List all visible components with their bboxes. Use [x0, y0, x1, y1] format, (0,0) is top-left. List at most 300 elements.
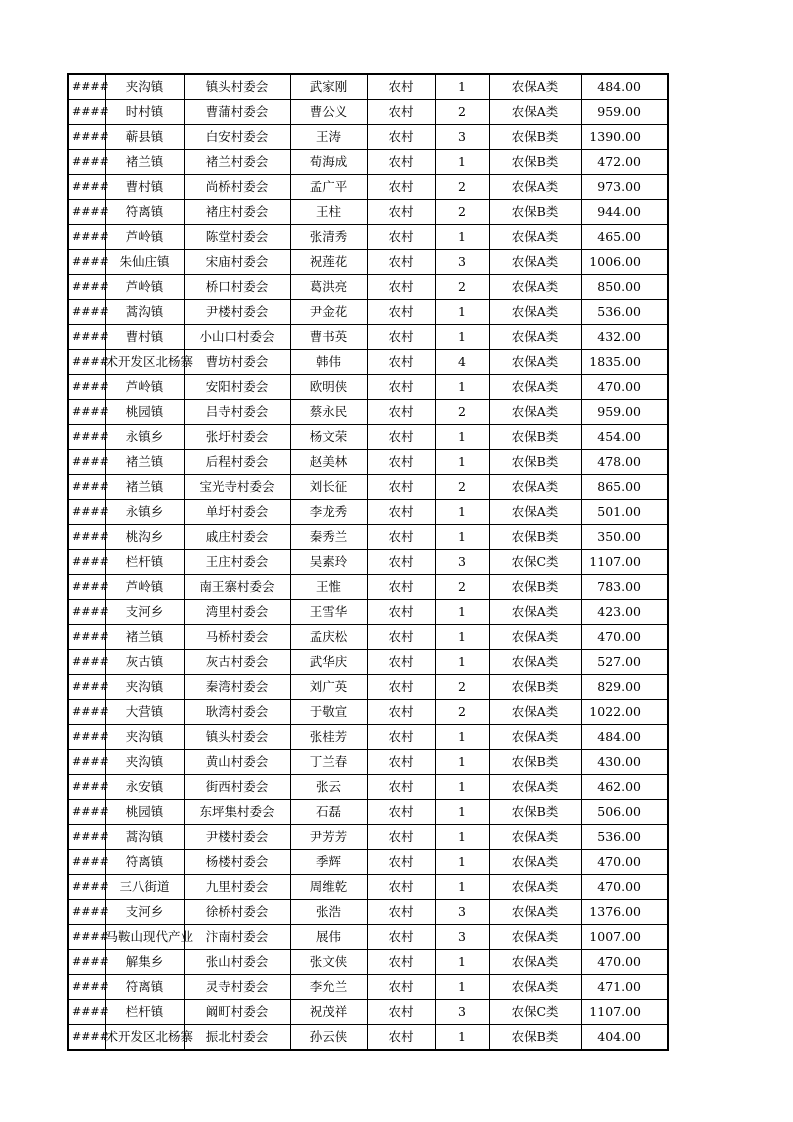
table-row [68, 525, 668, 550]
town-cell: 符离镇 [105, 975, 184, 1000]
amount-cell: 470.00 [581, 850, 668, 875]
town-cell: 褚兰镇 [105, 150, 184, 175]
amount-cell: 1007.00 [581, 925, 668, 950]
row-id-cell: #### [68, 400, 105, 425]
amount-cell: 1107.00 [581, 1000, 668, 1025]
amount-cell: 959.00 [581, 400, 668, 425]
category-cell: 农保A类 [489, 825, 581, 850]
row-id-cell: #### [68, 725, 105, 750]
category-cell: 农保A类 [489, 175, 581, 200]
person-name-cell: 张文侠 [290, 950, 367, 975]
table-row [68, 575, 668, 600]
village-committee-cell: 单圩村委会 [184, 500, 290, 525]
village-committee-cell: 黄山村委会 [184, 750, 290, 775]
amount-cell: 506.00 [581, 800, 668, 825]
row-id-cell: #### [68, 125, 105, 150]
town-cell: 术开发区北杨寨 [105, 350, 184, 375]
household-count-cell: 3 [435, 1000, 489, 1025]
table-row [68, 475, 668, 500]
amount-cell: 973.00 [581, 175, 668, 200]
village-committee-cell: 镇头村委会 [184, 74, 290, 100]
area-type-cell: 农村 [367, 225, 435, 250]
village-committee-cell: 秦湾村委会 [184, 675, 290, 700]
household-count-cell: 1 [435, 725, 489, 750]
person-name-cell: 张桂芳 [290, 725, 367, 750]
amount-cell: 850.00 [581, 275, 668, 300]
area-type-cell: 农村 [367, 800, 435, 825]
village-committee-cell: 安阳村委会 [184, 375, 290, 400]
category-cell: 农保B类 [489, 425, 581, 450]
table-row [68, 850, 668, 875]
amount-cell: 865.00 [581, 475, 668, 500]
person-name-cell: 蔡永民 [290, 400, 367, 425]
category-cell: 农保C类 [489, 1000, 581, 1025]
amount-cell: 783.00 [581, 575, 668, 600]
category-cell: 农保A类 [489, 475, 581, 500]
category-cell: 农保A类 [489, 350, 581, 375]
row-id-cell: #### [68, 425, 105, 450]
person-name-cell: 周维乾 [290, 875, 367, 900]
person-name-cell: 曹书英 [290, 325, 367, 350]
area-type-cell: 农村 [367, 675, 435, 700]
village-committee-cell: 桥口村委会 [184, 275, 290, 300]
person-name-cell: 王涛 [290, 125, 367, 150]
area-type-cell: 农村 [367, 1025, 435, 1051]
town-cell: 大营镇 [105, 700, 184, 725]
village-committee-cell: 耿湾村委会 [184, 700, 290, 725]
town-cell: 灰古镇 [105, 650, 184, 675]
category-cell: 农保A类 [489, 400, 581, 425]
area-type-cell: 农村 [367, 600, 435, 625]
person-name-cell: 李允兰 [290, 975, 367, 1000]
area-type-cell: 农村 [367, 175, 435, 200]
row-id-cell: #### [68, 925, 105, 950]
area-type-cell: 农村 [367, 74, 435, 100]
table-row [68, 975, 668, 1000]
amount-cell: 1835.00 [581, 350, 668, 375]
table-row [68, 600, 668, 625]
area-type-cell: 农村 [367, 925, 435, 950]
table-row [68, 200, 668, 225]
person-name-cell: 刘长征 [290, 475, 367, 500]
table-row [68, 800, 668, 825]
person-name-cell: 杨文荣 [290, 425, 367, 450]
row-id-cell: #### [68, 375, 105, 400]
table-row [68, 925, 668, 950]
table-row [68, 325, 668, 350]
person-name-cell: 武华庆 [290, 650, 367, 675]
category-cell: 农保A类 [489, 950, 581, 975]
category-cell: 农保A类 [489, 925, 581, 950]
category-cell: 农保A类 [489, 500, 581, 525]
person-name-cell: 荀海成 [290, 150, 367, 175]
category-cell: 农保A类 [489, 300, 581, 325]
row-id-cell: #### [68, 325, 105, 350]
category-cell: 农保A类 [489, 600, 581, 625]
household-count-cell: 1 [435, 450, 489, 475]
person-name-cell: 王柱 [290, 200, 367, 225]
row-id-cell: #### [68, 475, 105, 500]
village-committee-cell: 九里村委会 [184, 875, 290, 900]
category-cell: 农保A类 [489, 74, 581, 100]
category-cell: 农保A类 [489, 900, 581, 925]
area-type-cell: 农村 [367, 825, 435, 850]
town-cell: 朱仙庄镇 [105, 250, 184, 275]
village-committee-cell: 宝光寺村委会 [184, 475, 290, 500]
household-count-cell: 1 [435, 950, 489, 975]
town-cell: 解集乡 [105, 950, 184, 975]
amount-cell: 1390.00 [581, 125, 668, 150]
village-committee-cell: 戚庄村委会 [184, 525, 290, 550]
amount-cell: 484.00 [581, 725, 668, 750]
person-name-cell: 孙云侠 [290, 1025, 367, 1051]
household-count-cell: 2 [435, 575, 489, 600]
table-row [68, 950, 668, 975]
amount-cell: 1006.00 [581, 250, 668, 275]
household-count-cell: 1 [435, 850, 489, 875]
village-committee-cell: 南王寨村委会 [184, 575, 290, 600]
table-row [68, 400, 668, 425]
category-cell: 农保B类 [489, 450, 581, 475]
village-committee-cell: 白安村委会 [184, 125, 290, 150]
person-name-cell: 于敬宣 [290, 700, 367, 725]
category-cell: 农保A类 [489, 100, 581, 125]
amount-cell: 536.00 [581, 825, 668, 850]
household-count-cell: 1 [435, 800, 489, 825]
table-row [68, 1025, 668, 1051]
table-row [68, 125, 668, 150]
row-id-cell: #### [68, 350, 105, 375]
town-cell: 褚兰镇 [105, 625, 184, 650]
category-cell: 农保B类 [489, 525, 581, 550]
area-type-cell: 农村 [367, 100, 435, 125]
person-name-cell: 秦秀兰 [290, 525, 367, 550]
table-row [68, 700, 668, 725]
person-name-cell: 展伟 [290, 925, 367, 950]
table-row [68, 675, 668, 700]
amount-cell: 527.00 [581, 650, 668, 675]
row-id-cell: #### [68, 74, 105, 100]
table-row [68, 825, 668, 850]
amount-cell: 470.00 [581, 625, 668, 650]
area-type-cell: 农村 [367, 725, 435, 750]
table-row [68, 275, 668, 300]
row-id-cell: #### [68, 675, 105, 700]
village-committee-cell: 东坪集村委会 [184, 800, 290, 825]
category-cell: 农保C类 [489, 550, 581, 575]
row-id-cell: #### [68, 550, 105, 575]
town-cell: 夹沟镇 [105, 725, 184, 750]
area-type-cell: 农村 [367, 475, 435, 500]
row-id-cell: #### [68, 900, 105, 925]
household-count-cell: 1 [435, 600, 489, 625]
row-id-cell: #### [68, 100, 105, 125]
household-count-cell: 1 [435, 975, 489, 1000]
area-type-cell: 农村 [367, 775, 435, 800]
area-type-cell: 农村 [367, 425, 435, 450]
amount-cell: 478.00 [581, 450, 668, 475]
household-count-cell: 1 [435, 375, 489, 400]
amount-cell: 471.00 [581, 975, 668, 1000]
village-committee-cell: 王庄村委会 [184, 550, 290, 575]
town-cell: 夹沟镇 [105, 675, 184, 700]
amount-cell: 470.00 [581, 375, 668, 400]
row-id-cell: #### [68, 950, 105, 975]
area-type-cell: 农村 [367, 325, 435, 350]
town-cell: 三八街道 [105, 875, 184, 900]
person-name-cell: 石磊 [290, 800, 367, 825]
village-committee-cell: 褚兰村委会 [184, 150, 290, 175]
person-name-cell: 葛洪亮 [290, 275, 367, 300]
category-cell: 农保A类 [489, 275, 581, 300]
town-cell: 术开发区北杨寨 [105, 1025, 184, 1051]
household-count-cell: 1 [435, 300, 489, 325]
category-cell: 农保A类 [489, 725, 581, 750]
category-cell: 农保B类 [489, 200, 581, 225]
household-count-cell: 2 [435, 475, 489, 500]
person-name-cell: 王雪华 [290, 600, 367, 625]
household-count-cell: 2 [435, 700, 489, 725]
person-name-cell: 曹公义 [290, 100, 367, 125]
village-committee-cell: 阚町村委会 [184, 1000, 290, 1025]
town-cell: 蕲县镇 [105, 125, 184, 150]
person-name-cell: 张云 [290, 775, 367, 800]
category-cell: 农保A类 [489, 250, 581, 275]
person-name-cell: 张浩 [290, 900, 367, 925]
table-row [68, 750, 668, 775]
village-committee-cell: 后程村委会 [184, 450, 290, 475]
household-count-cell: 1 [435, 150, 489, 175]
household-count-cell: 1 [435, 625, 489, 650]
village-committee-cell: 徐桥村委会 [184, 900, 290, 925]
household-count-cell: 3 [435, 550, 489, 575]
town-cell: 芦岭镇 [105, 375, 184, 400]
area-type-cell: 农村 [367, 525, 435, 550]
town-cell: 时村镇 [105, 100, 184, 125]
town-cell: 曹村镇 [105, 175, 184, 200]
household-count-cell: 1 [435, 775, 489, 800]
category-cell: 农保A类 [489, 325, 581, 350]
household-count-cell: 1 [435, 825, 489, 850]
category-cell: 农保A类 [489, 650, 581, 675]
person-name-cell: 祝莲花 [290, 250, 367, 275]
row-id-cell: #### [68, 250, 105, 275]
table-row [68, 650, 668, 675]
town-cell: 芦岭镇 [105, 225, 184, 250]
village-committee-cell: 马桥村委会 [184, 625, 290, 650]
town-cell: 桃园镇 [105, 800, 184, 825]
person-name-cell: 武家刚 [290, 74, 367, 100]
amount-cell: 1107.00 [581, 550, 668, 575]
town-cell: 桃园镇 [105, 400, 184, 425]
village-committee-cell: 尚桥村委会 [184, 175, 290, 200]
person-name-cell: 刘广英 [290, 675, 367, 700]
row-id-cell: #### [68, 775, 105, 800]
category-cell: 农保A类 [489, 375, 581, 400]
village-committee-cell: 褚庄村委会 [184, 200, 290, 225]
table-row [68, 300, 668, 325]
town-cell: 符离镇 [105, 850, 184, 875]
village-committee-cell: 陈堂村委会 [184, 225, 290, 250]
amount-cell: 501.00 [581, 500, 668, 525]
amount-cell: 536.00 [581, 300, 668, 325]
area-type-cell: 农村 [367, 200, 435, 225]
row-id-cell: #### [68, 875, 105, 900]
town-cell: 夹沟镇 [105, 750, 184, 775]
area-type-cell: 农村 [367, 350, 435, 375]
category-cell: 农保A类 [489, 700, 581, 725]
data-table [67, 73, 669, 1051]
town-cell: 桃沟乡 [105, 525, 184, 550]
village-committee-cell: 街西村委会 [184, 775, 290, 800]
household-count-cell: 4 [435, 350, 489, 375]
row-id-cell: #### [68, 825, 105, 850]
area-type-cell: 农村 [367, 550, 435, 575]
household-count-cell: 1 [435, 525, 489, 550]
area-type-cell: 农村 [367, 625, 435, 650]
household-count-cell: 2 [435, 175, 489, 200]
person-name-cell: 欧明侠 [290, 375, 367, 400]
household-count-cell: 2 [435, 275, 489, 300]
town-cell: 蒿沟镇 [105, 825, 184, 850]
village-committee-cell: 吕寺村委会 [184, 400, 290, 425]
table-row [68, 100, 668, 125]
person-name-cell: 祝茂祥 [290, 1000, 367, 1025]
category-cell: 农保A类 [489, 625, 581, 650]
area-type-cell: 农村 [367, 300, 435, 325]
row-id-cell: #### [68, 500, 105, 525]
table-row [68, 74, 668, 100]
household-count-cell: 1 [435, 875, 489, 900]
town-cell: 支河乡 [105, 900, 184, 925]
area-type-cell: 农村 [367, 375, 435, 400]
person-name-cell: 赵美林 [290, 450, 367, 475]
amount-cell: 829.00 [581, 675, 668, 700]
person-name-cell: 吴素玲 [290, 550, 367, 575]
village-committee-cell: 小山口村委会 [184, 325, 290, 350]
person-name-cell: 丁兰春 [290, 750, 367, 775]
row-id-cell: #### [68, 850, 105, 875]
person-name-cell: 韩伟 [290, 350, 367, 375]
village-committee-cell: 振北村委会 [184, 1025, 290, 1051]
table-row [68, 150, 668, 175]
person-name-cell: 张清秀 [290, 225, 367, 250]
area-type-cell: 农村 [367, 125, 435, 150]
village-committee-cell: 灵寺村委会 [184, 975, 290, 1000]
category-cell: 农保B类 [489, 675, 581, 700]
area-type-cell: 农村 [367, 150, 435, 175]
amount-cell: 454.00 [581, 425, 668, 450]
village-committee-cell: 宋庙村委会 [184, 250, 290, 275]
amount-cell: 470.00 [581, 950, 668, 975]
person-name-cell: 尹金花 [290, 300, 367, 325]
person-name-cell: 尹芳芳 [290, 825, 367, 850]
table-row [68, 250, 668, 275]
town-cell: 曹村镇 [105, 325, 184, 350]
row-id-cell: #### [68, 450, 105, 475]
town-cell: 蒿沟镇 [105, 300, 184, 325]
row-id-cell: #### [68, 275, 105, 300]
town-cell: 褚兰镇 [105, 475, 184, 500]
village-committee-cell: 镇头村委会 [184, 725, 290, 750]
area-type-cell: 农村 [367, 975, 435, 1000]
table-row [68, 550, 668, 575]
row-id-cell: #### [68, 200, 105, 225]
area-type-cell: 农村 [367, 750, 435, 775]
town-cell: 永安镇 [105, 775, 184, 800]
amount-cell: 959.00 [581, 100, 668, 125]
row-id-cell: #### [68, 625, 105, 650]
household-count-cell: 3 [435, 900, 489, 925]
amount-cell: 462.00 [581, 775, 668, 800]
category-cell: 农保B类 [489, 575, 581, 600]
area-type-cell: 农村 [367, 500, 435, 525]
household-count-cell: 1 [435, 74, 489, 100]
table-row [68, 175, 668, 200]
town-cell: 马鞍山现代产业 [105, 925, 184, 950]
village-committee-cell: 曹坊村委会 [184, 350, 290, 375]
category-cell: 农保B类 [489, 150, 581, 175]
amount-cell: 404.00 [581, 1025, 668, 1051]
area-type-cell: 农村 [367, 400, 435, 425]
village-committee-cell: 尹楼村委会 [184, 825, 290, 850]
category-cell: 农保B类 [489, 800, 581, 825]
area-type-cell: 农村 [367, 1000, 435, 1025]
village-committee-cell: 尹楼村委会 [184, 300, 290, 325]
row-id-cell: #### [68, 1000, 105, 1025]
table-row [68, 225, 668, 250]
category-cell: 农保B类 [489, 750, 581, 775]
row-id-cell: #### [68, 700, 105, 725]
row-id-cell: #### [68, 525, 105, 550]
category-cell: 农保A类 [489, 225, 581, 250]
town-cell: 芦岭镇 [105, 575, 184, 600]
town-cell: 栏杆镇 [105, 1000, 184, 1025]
household-count-cell: 1 [435, 750, 489, 775]
row-id-cell: #### [68, 650, 105, 675]
area-type-cell: 农村 [367, 450, 435, 475]
town-cell: 永镇乡 [105, 425, 184, 450]
household-count-cell: 2 [435, 675, 489, 700]
category-cell: 农保A类 [489, 875, 581, 900]
person-name-cell: 李龙秀 [290, 500, 367, 525]
household-count-cell: 3 [435, 250, 489, 275]
person-name-cell: 孟广平 [290, 175, 367, 200]
household-count-cell: 2 [435, 100, 489, 125]
category-cell: 农保A类 [489, 775, 581, 800]
village-committee-cell: 湾里村委会 [184, 600, 290, 625]
area-type-cell: 农村 [367, 575, 435, 600]
row-id-cell: #### [68, 975, 105, 1000]
amount-cell: 944.00 [581, 200, 668, 225]
table-row [68, 725, 668, 750]
village-committee-cell: 汴南村委会 [184, 925, 290, 950]
household-count-cell: 3 [435, 125, 489, 150]
amount-cell: 1376.00 [581, 900, 668, 925]
table-row [68, 775, 668, 800]
area-type-cell: 农村 [367, 875, 435, 900]
row-id-cell: #### [68, 150, 105, 175]
amount-cell: 465.00 [581, 225, 668, 250]
village-committee-cell: 曹蒲村委会 [184, 100, 290, 125]
area-type-cell: 农村 [367, 850, 435, 875]
table-row [68, 900, 668, 925]
table-row [68, 625, 668, 650]
amount-cell: 1022.00 [581, 700, 668, 725]
person-name-cell: 季辉 [290, 850, 367, 875]
row-id-cell: #### [68, 600, 105, 625]
person-name-cell: 王惟 [290, 575, 367, 600]
